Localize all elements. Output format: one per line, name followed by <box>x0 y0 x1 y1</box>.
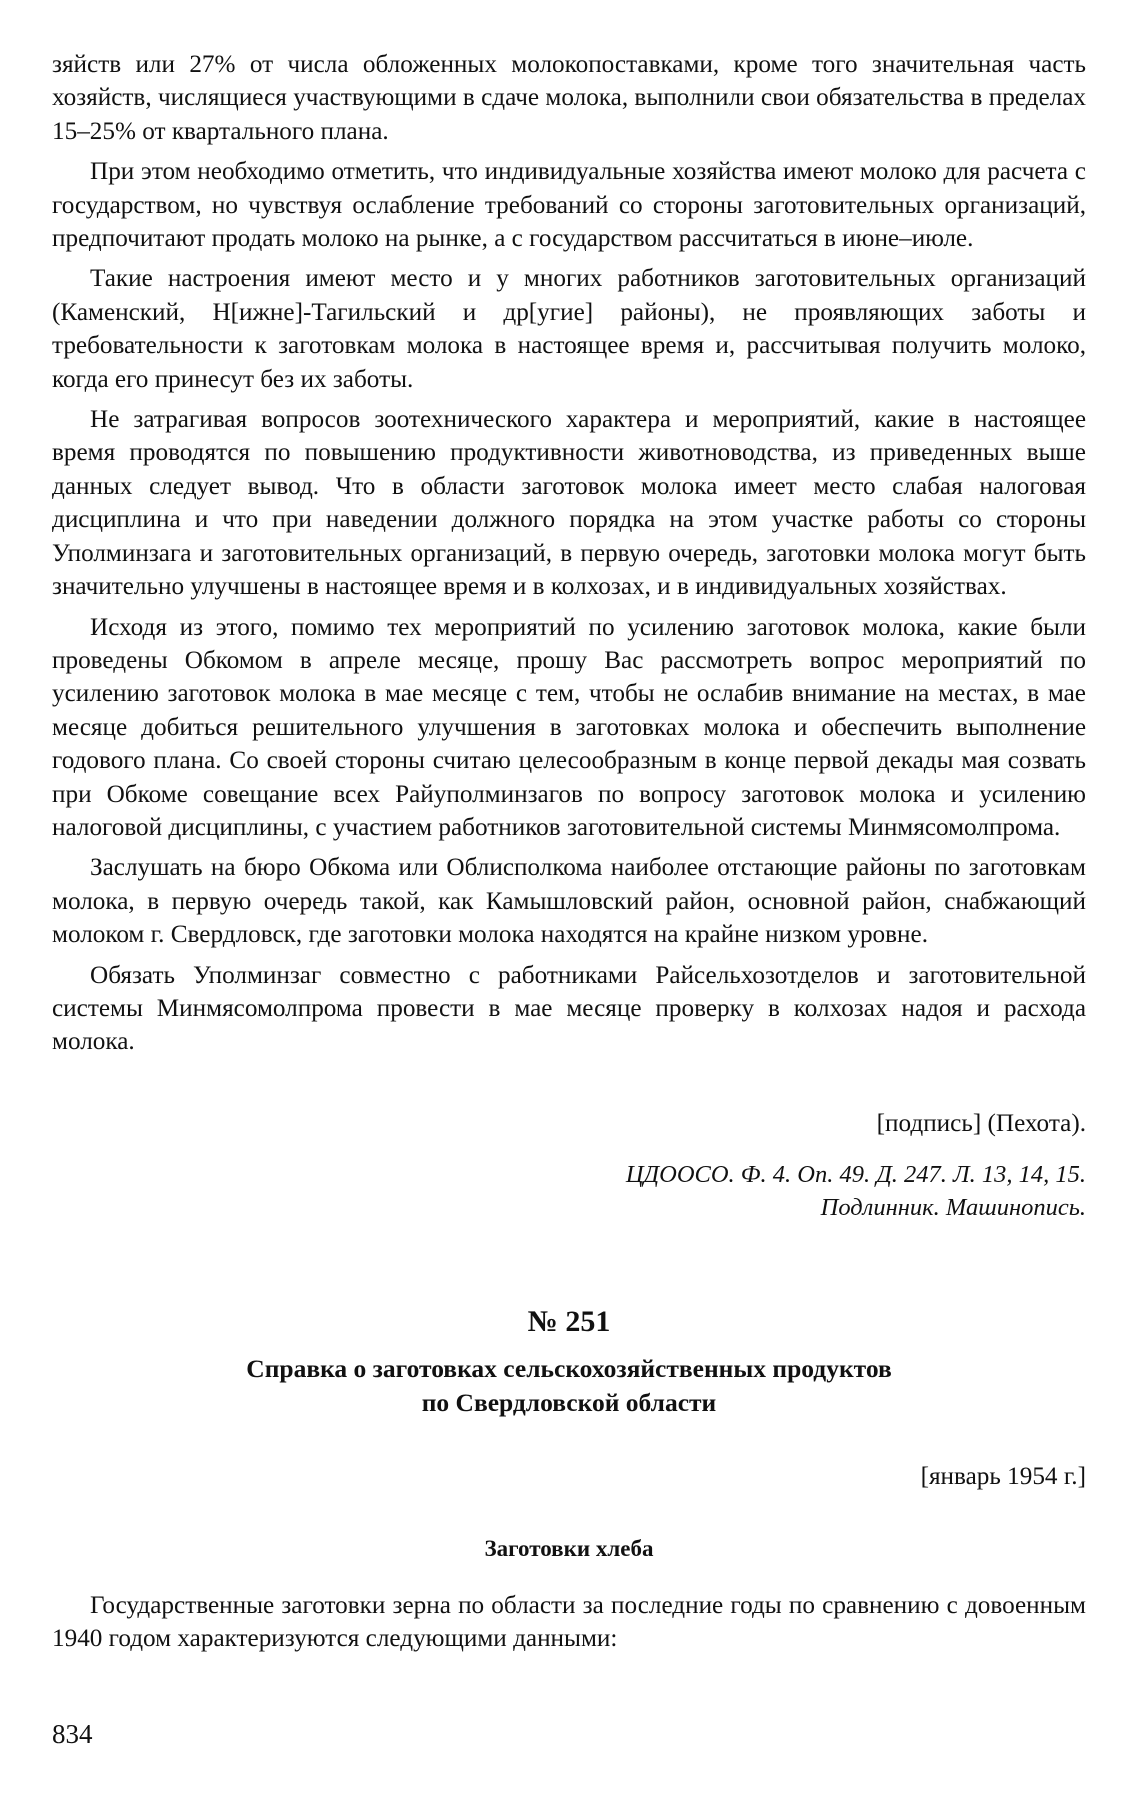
page-number: 834 <box>52 1719 93 1749</box>
document-number: № 251 <box>527 1304 611 1338</box>
paragraph-bureau-hearing: Заслушать на бюро Обкома или Облисполкома наиболее отстающие районы по заготовкам молока, в первую очередь такой, как Камышловский район, основной район, снабжающий молоком г. Свердловск, где заготовки молока находятся на крайне низком уровне. <box>52 854 1086 949</box>
paragraph-obligation: Обязать Уполминзаг совместно с работниками Райсельхозотделов и заготовительной системы Минмясомолпрома провести в мае месяце проверку в колхозах надоя и расхода молока. <box>52 961 1086 1056</box>
document-title <box>52 1352 1086 1420</box>
paragraph-continuation: зяйств или 27% от числа обложенных молокопоставками, кроме того значительная часть хозяйств, числящиеся участвующими в сдаче молока, выполнили свои обязательства в пределах 15–25% от квартального плана. <box>52 51 1086 145</box>
paragraph-individual-farms: При этом необходимо отметить, что индивидуальные хозяйства имеют молоко для расчета с государством, но чувствуя ослабление требований со стороны заготовительных организаций, предпочитают продать молоко на рынке, а с государством рассчитаться в июне–июле. <box>52 158 1086 253</box>
paragraph-procurement-workers: Такие настроения имеют место и у многих работников заготовительных организаций (Каменский, Н[ижне]-Тагильский и др[угие] районы), не проявляющих заботы и требовательности к заготовкам молока в настоящее время и, рассчитывая получить молоко, когда его принесут без их заботы. <box>52 265 1086 393</box>
section-heading: Заготовки хлеба <box>484 1535 654 1561</box>
document-page <box>52 48 1086 1663</box>
document-title-line-1: Справка о заготовках сельскохозяйственных продуктов <box>246 1353 892 1383</box>
signature-line: [подпись] (Пехота). <box>876 1109 1086 1137</box>
paragraph-proposal: Исходя из этого, помимо тех мероприятий по усилению заготовок молока, какие были проведены Обкомом в апреле месяце, прошу Вас рассмотреть вопрос мероприятий по усилению заготовок молока в мае месяце с тем, чтобы не ослабив внимание на местах, в мае месяце добиться решительного улучшения в заготовках молока и обеспечить выполнение годового плана. Со своей стороны считаю целесообразным в конце первой декады мая созвать при Обкоме совещание всех Райуполминзагов по вопросу заготовок молока и усилению налоговой дисциплины, с участием работников заготовительной системы Минмясомолпрома. <box>52 613 1086 841</box>
document-title-line-2: по Свердловской области <box>421 1387 717 1417</box>
document-date: [январь 1954 г.] <box>920 1462 1086 1490</box>
archive-ref-text: ЦДООСО. Ф. 4. Оп. 49. Д. 247. Л. 13, 14, 15. <box>625 1160 1086 1188</box>
archive-note-text: Подлинник. Машинопись. <box>820 1193 1086 1221</box>
section-intro-paragraph: Государственные заготовки зерна по области за последние годы по сравнению с довоенным 1940 годом характеризуются следующими данными: <box>52 1591 1086 1653</box>
archive-reference <box>52 1158 1086 1224</box>
paragraph-conclusion: Не затрагивая вопросов зоотехнического характера и мероприятий, какие в настоящее время проводятся по повышению продуктивности животноводства, из приведенных выше данных следует вывод. Что в области заготовок молока имеет место слабая налоговая дисциплина и что при наведении должного порядка на этом участке работы со стороны Уполминзага и заготовительных организаций, в первую очередь, заготовки молока могут быть значительно улучшены в настоящее время и в колхозах, и в индивидуальных хозяйствах. <box>52 406 1086 601</box>
